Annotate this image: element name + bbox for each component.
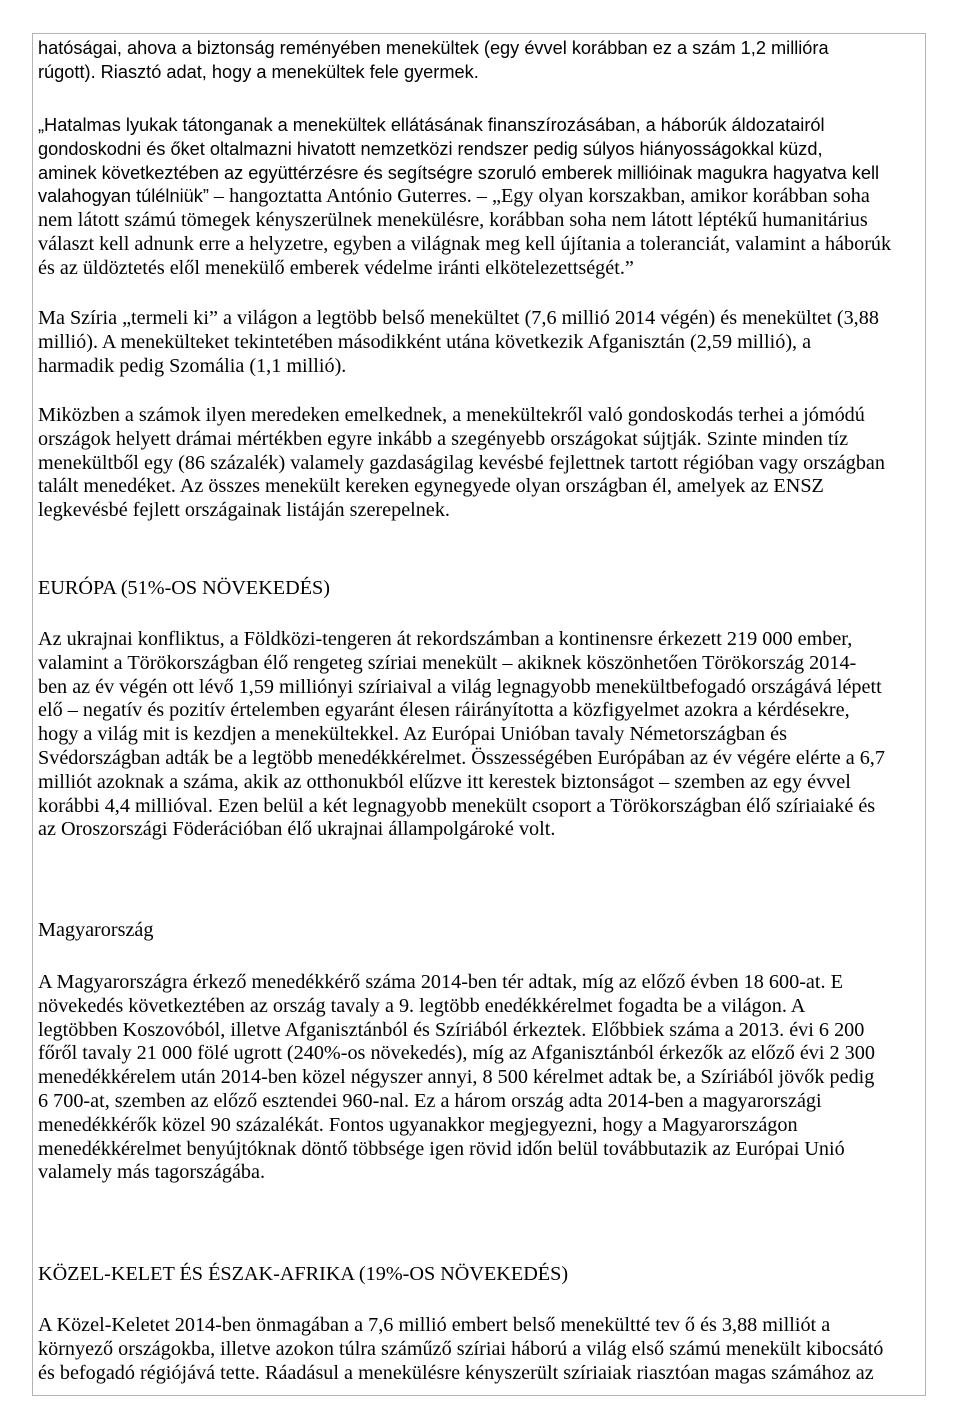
text-line: menedékkérők közel 90 százalékát. Fontos ugyanakkor megjegyezni, hogy a Magyarországon xyxy=(38,1113,798,1136)
text-line: hatóságai, ahova a biztonság reményében menekültek (egy évvel korábban ez a szám 1,2 millióra xyxy=(38,38,829,58)
paragraph-hungary xyxy=(38,971,875,1185)
text-line: A Közel-Keletet 2014-ben önmagában a 7,6 millió embert belső menekültté tev ő és 3,88 milliót a xyxy=(38,1314,831,1336)
text-line: A Magyarországra érkező menedékkérő száma 2014-ben tér adtak, míg az előző évben 18 600-at. E xyxy=(38,971,843,993)
text-line: és befogadó régiójává tette. Ráadásul a menekülésre kényszerült szíriaiak riasztóan magas számához az xyxy=(38,1361,874,1384)
heading-text: KÖZEL-KELET ÉS ÉSZAK-AFRIKA (19%-OS NÖVEKEDÉS) xyxy=(38,1263,569,1285)
heading-text: EURÓPA (51%-OS NÖVEKEDÉS) xyxy=(38,577,330,599)
text-line: környező országokba, illetve azokon túlra száműző szíriai háború a világ első számú menekült kibocsátó xyxy=(38,1337,884,1360)
attribution-run: – hangoztatta António Guterres. – „Egy olyan korszakban, amikor korábban soha xyxy=(213,185,870,208)
text-line: gondoskodni és őket oltalmazni hivatott nemzetközi rendszer pedig súlyos hiányosságokkal küzd, xyxy=(38,138,823,159)
text-line: ben az év végén ott lévő 1,59 milliónyi szíriaival a világ legnagyobb menekültbefogadó országává lépett xyxy=(38,675,882,698)
section-heading-europe xyxy=(38,577,330,601)
text-line: Svédországban adták be a legtöbb menedékkérelmet. Összességében Európában az év végére elérte a 6,7 xyxy=(38,746,885,769)
paragraph-europe xyxy=(38,628,885,842)
text-line: millió). A menekülteket tekintetében másodikként utána következik Afganisztán (2,59 millió), a xyxy=(38,330,812,353)
text-line: talált menedéket. Az összes menekült kereken egynegyede olyan országban él, amelyek az ENSZ xyxy=(38,475,824,498)
text-line: Miközben a számok ilyen meredeken emelkednek, a menekültekről való gondoskodás terhei a jómódú xyxy=(38,404,865,426)
text-line: Az ukrajnai konfliktus, a Földközi-tengeren át rekordszámban a kontinensre érkezett 219 000 ember, xyxy=(38,628,853,650)
paragraph-intro xyxy=(38,37,829,85)
text-line: 6 700-at, szemben az előző esztendei 960-nal. Ez a három ország adta 2014-ben a magyarországi xyxy=(38,1089,822,1112)
text-line: országok helyett drámai mértékben egyre inkább a szegényebb országokat sújtják. Szinte minden tíz xyxy=(38,427,849,450)
text-line: rúgott). Riasztó adat, hogy a menekültek fele gyermek. xyxy=(38,61,479,82)
text-line: korábbi 4,4 millióval. Ezen belül a két legnagyobb menekült csoport a Törökországban élő szíriaiaké és xyxy=(38,794,876,817)
section-heading-middle-east xyxy=(38,1263,568,1287)
paragraph-middle-east xyxy=(38,1314,883,1385)
paragraph-burden xyxy=(38,404,885,523)
text-line: aminek következtében az együttérzésre és segítségre szoruló emberek millióinak magukra hagyatva kell xyxy=(38,162,880,183)
text-line: valamely más tagországába. xyxy=(38,1161,266,1184)
text-line: nem látott számú tömegek kényszerülnek menekülésre, korábban soha nem látott léptékű humanitárius xyxy=(38,209,868,232)
text-line: harmadik pedig Szomália (1,1 millió). xyxy=(38,354,347,377)
text-line: és az üldöztetés elől menekülő emberek védelme iránti elkötelezettségét.” xyxy=(38,256,634,279)
text-line: menedékkérelem után 2014-ben közel négyszer annyi, 8 500 kérelmet adtak be, a Szíriából jövők pedig xyxy=(38,1066,875,1089)
text-line: „Hatalmas lyukak tátonganak a menekültek ellátásának finanszírozásában, a háborúk áldozatairól xyxy=(38,115,825,135)
text-line: Ma Szíria „termeli ki” a világon a legtöbb belső menekültet (7,6 millió 2014 végén) és menekültet (3,88 xyxy=(38,307,879,329)
text-line: elő – negatív és pozitív értelemben egyaránt élesen ráirányította a közfigyelmet azokra a kérdésekre, xyxy=(38,699,850,722)
text-line: legtöbben Koszovóból, illetve Afganisztánból és Szíriából érkeztek. Előbbiek száma a 2013. évi 6 200 xyxy=(38,1018,865,1041)
text-line: hogy a világ mit is kezdjen a menekültekkel. Az Európai Unióban tavaly Németországban és xyxy=(38,723,787,746)
text-line: menedékkérelmet benyújtóknak döntő többsége igen rövid időn belül továbbutazik az Európai Unió xyxy=(38,1137,845,1160)
text-line: főről tavaly 21 000 fölé ugrott (240%-os növekedés), míg az Afganisztánból érkezők az előző évi 2 300 xyxy=(38,1042,875,1065)
text-line: valamint a Törökországban élő rengeteg szíriai menekült – akiknek köszönhetően Törökország 2014- xyxy=(38,651,857,674)
section-heading-hungary xyxy=(38,919,153,943)
text-line: legkevésbé fejlett országainak listáján szerepelnek. xyxy=(38,499,450,522)
text-line: menekültből egy (86 százalék) valamely gazdaságilag kevésbé fejlettnek tartott régióban vagy országban xyxy=(38,451,885,474)
paragraph-quote xyxy=(38,114,891,281)
paragraph-syria xyxy=(38,307,879,378)
heading-text: Magyarország xyxy=(38,919,154,941)
text-line xyxy=(38,185,891,209)
text-line: az Oroszországi Föderációban élő ukrajnai állampolgároké volt. xyxy=(38,818,556,841)
quote-end-run: valahogyan túlélniük” xyxy=(38,186,209,207)
text-line: milliót azoknak a száma, akik az otthonukból elűzve itt kerestek biztonságot – szemben az egy évvel xyxy=(38,770,851,793)
text-line: növekedés következtében az ország tavaly a 9. legtöbb enedékkérelmet fogadta be a világon. A xyxy=(38,994,806,1017)
text-line: választ kell adnunk erre a helyzetre, egyben a világnak meg kell újítania a toleranciát, valamint a háborúk xyxy=(38,232,892,255)
